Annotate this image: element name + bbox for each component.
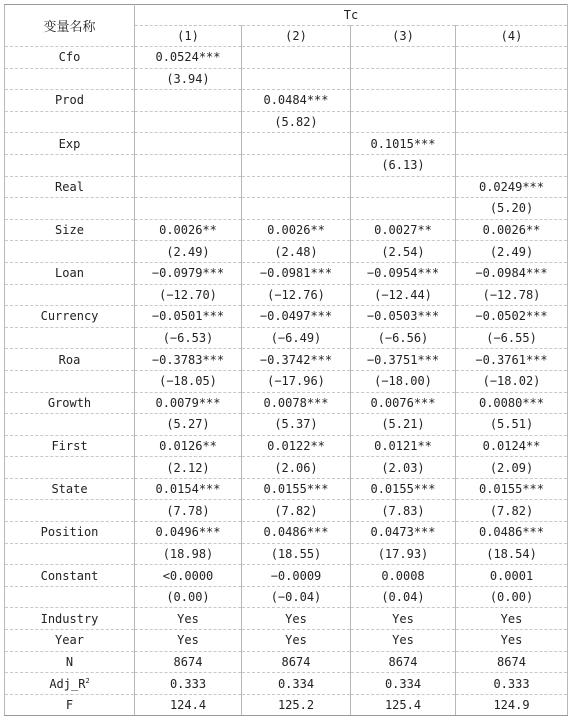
table-cell: −0.3783*** [135,349,242,371]
row-label-text: Industry [40,611,99,626]
table-cell: (5.20) [456,198,568,220]
table-cell: (−18.05) [135,370,242,392]
table-cell: Yes [351,608,456,630]
row-label-text: Size [55,223,84,238]
table-cell: (2.49) [135,241,242,263]
row-label-text: Position [40,525,99,540]
table-row [5,133,568,155]
row-label [5,47,135,69]
row-label [5,262,135,284]
row-label [5,284,135,306]
table-row [5,500,568,522]
table-row [5,457,568,479]
table-row [5,694,568,716]
row-label [5,133,135,155]
row-label [5,673,135,695]
table-cell: (18.54) [456,543,568,565]
table-cell: 0.0154*** [135,478,242,500]
table-cell: 125.2 [242,694,351,716]
table-cell: 0.0124** [456,435,568,457]
table-cell: (−18.02) [456,370,568,392]
row-label-text: Prod [55,93,84,108]
table-cell [456,68,568,90]
row-label [5,349,135,371]
table-cell [242,198,351,220]
table-cell: (5.21) [351,414,456,436]
table-row [5,651,568,673]
row-label [5,90,135,112]
table-cell: 0.0026** [456,219,568,241]
table-cell: 0.333 [135,673,242,695]
model-column-header: (4) [456,26,568,47]
table-row [5,586,568,608]
table-cell: 0.0155*** [351,478,456,500]
regression-table [4,4,568,716]
table-row [5,478,568,500]
table-cell: (18.55) [242,543,351,565]
table-cell: 125.4 [351,694,456,716]
table-cell: 0.0008 [351,565,456,587]
table-cell: 0.0078*** [242,392,351,414]
table-cell: (17.93) [351,543,456,565]
table-cell: 0.0473*** [351,522,456,544]
row-label-text: Roa [58,352,81,367]
table-cell [351,90,456,112]
table-cell [242,133,351,155]
row-label [5,198,135,220]
table-cell: −0.3742*** [242,349,351,371]
table-cell: −0.0984*** [456,262,568,284]
model-column-header: (1) [135,26,242,47]
table-cell: (2.54) [351,241,456,263]
table-cell: (−6.53) [135,327,242,349]
table-row [5,435,568,457]
row-label [5,608,135,630]
table-cell: 0.333 [456,673,568,695]
table-cell [351,176,456,198]
table-cell: Yes [351,630,456,652]
table-cell [456,133,568,155]
row-label [5,478,135,500]
row-label [5,414,135,436]
table-cell: (−17.96) [242,370,351,392]
table-cell [242,68,351,90]
table-cell: (5.37) [242,414,351,436]
table-cell: 8674 [135,651,242,673]
table-cell [242,176,351,198]
table-row [5,522,568,544]
table-row [5,68,568,90]
table-cell: −0.0497*** [242,306,351,328]
table-row [5,565,568,587]
table-row [5,262,568,284]
table-cell: 8674 [456,651,568,673]
table-cell [456,154,568,176]
table-cell: (6.13) [351,154,456,176]
table-cell: 0.0026** [242,219,351,241]
variable-name-header: 变量名称 [5,5,135,47]
row-label [5,457,135,479]
table-cell: (2.03) [351,457,456,479]
table-cell: 0.0155*** [242,478,351,500]
table-cell [135,133,242,155]
table-cell: Yes [242,630,351,652]
table-cell: Yes [135,630,242,652]
table-cell [242,47,351,69]
table-cell: −0.0954*** [351,262,456,284]
table-cell: 0.0027** [351,219,456,241]
table-cell: −0.0981*** [242,262,351,284]
header-row-dependent [5,5,568,26]
table-cell: −0.0501*** [135,306,242,328]
table-cell: (2.49) [456,241,568,263]
table-cell: 0.0079*** [135,392,242,414]
table-cell: 0.0496*** [135,522,242,544]
row-label [5,500,135,522]
table-cell [135,90,242,112]
table-cell: Yes [242,608,351,630]
row-label-text: Exp [58,136,81,151]
table-row [5,543,568,565]
table-cell: 0.0249*** [456,176,568,198]
table-cell [456,111,568,133]
table-cell: Yes [135,608,242,630]
table-cell: 0.1015*** [351,133,456,155]
table-row [5,241,568,263]
table-cell: (5.82) [242,111,351,133]
row-label-text: Constant [40,568,99,583]
table-cell: (−6.49) [242,327,351,349]
table-cell: 124.9 [456,694,568,716]
table-cell: 0.0026** [135,219,242,241]
table-row [5,349,568,371]
table-row [5,176,568,198]
row-label [5,630,135,652]
table-cell: 8674 [351,651,456,673]
table-cell: 0.0121** [351,435,456,457]
row-label [5,586,135,608]
row-label-text: Currency [40,309,99,324]
table-cell: (18.98) [135,543,242,565]
table-cell [351,198,456,220]
row-label [5,694,135,716]
row-label [5,111,135,133]
table-cell: 0.334 [242,673,351,695]
table-cell [135,198,242,220]
row-label-text: Year [55,633,84,648]
table-cell: (2.12) [135,457,242,479]
row-label [5,154,135,176]
table-cell: (0.00) [135,586,242,608]
row-label-text: Growth [47,395,92,410]
table-cell: (−12.44) [351,284,456,306]
table-cell: (−18.00) [351,370,456,392]
table-cell [351,68,456,90]
row-label [5,68,135,90]
table-row [5,111,568,133]
table-body [5,47,568,716]
table-cell: 0.0122** [242,435,351,457]
table-cell: (7.83) [351,500,456,522]
table-cell: (5.51) [456,414,568,436]
row-label-text: F [65,698,74,713]
row-label [5,522,135,544]
table-cell: <0.0000 [135,565,242,587]
table-cell: −0.0009 [242,565,351,587]
table-row [5,327,568,349]
table-cell: (2.06) [242,457,351,479]
table-cell [135,154,242,176]
table-cell: (−6.56) [351,327,456,349]
table-cell: 0.0155*** [456,478,568,500]
table-row [5,154,568,176]
table-cell: 0.0126** [135,435,242,457]
table-cell: (7.82) [242,500,351,522]
row-label-text: Cfo [58,50,81,65]
table-cell: (2.48) [242,241,351,263]
table-cell: −0.0502*** [456,306,568,328]
row-label [5,392,135,414]
table-cell: (7.82) [456,500,568,522]
row-label [5,327,135,349]
table-row [5,198,568,220]
row-label-text: Adj_R [49,676,86,691]
table-cell [456,47,568,69]
table-cell: (−12.76) [242,284,351,306]
table-row [5,392,568,414]
table-cell: 0.0484*** [242,90,351,112]
table-cell: (−6.55) [456,327,568,349]
table-row [5,306,568,328]
table-cell [135,176,242,198]
table-row [5,90,568,112]
row-label [5,565,135,587]
row-label-text: Loan [55,266,84,281]
table-cell [135,111,242,133]
row-label [5,219,135,241]
table-row [5,414,568,436]
table-cell: 0.0080*** [456,392,568,414]
table-row [5,630,568,652]
row-label-text: State [51,482,88,497]
table-cell: (7.78) [135,500,242,522]
table-cell: −0.0979*** [135,262,242,284]
row-label [5,543,135,565]
table-cell: 0.334 [351,673,456,695]
table-cell: (−12.70) [135,284,242,306]
table-cell: (0.00) [456,586,568,608]
table-cell: 0.0076*** [351,392,456,414]
table-row [5,370,568,392]
table-row [5,47,568,69]
model-column-header: (3) [351,26,456,47]
row-label [5,370,135,392]
row-label [5,651,135,673]
table-cell: (0.04) [351,586,456,608]
row-label-superscript: 2 [85,676,90,685]
row-label-text: First [51,438,88,453]
table-cell: (3.94) [135,68,242,90]
table-cell: (2.09) [456,457,568,479]
table-cell: 8674 [242,651,351,673]
table-cell: 0.0524*** [135,47,242,69]
row-label [5,435,135,457]
table-cell: Yes [456,630,568,652]
table-row [5,284,568,306]
table-cell: −0.3761*** [456,349,568,371]
table-row [5,673,568,695]
row-label-text: N [65,654,74,669]
table-cell: 0.0486*** [456,522,568,544]
table-row [5,608,568,630]
table-cell: Yes [456,608,568,630]
dependent-variable-header: Tc [135,5,568,26]
table-cell: −0.0503*** [351,306,456,328]
table-cell: 0.0486*** [242,522,351,544]
table-cell [351,111,456,133]
model-column-header: (2) [242,26,351,47]
row-label [5,241,135,263]
table-cell: (−12.78) [456,284,568,306]
table-cell: (−0.04) [242,586,351,608]
table-cell: −0.3751*** [351,349,456,371]
table-cell: 0.0001 [456,565,568,587]
row-label [5,306,135,328]
table-row [5,219,568,241]
row-label-text: Real [55,179,84,194]
table-cell [242,154,351,176]
row-label [5,176,135,198]
table-cell [351,47,456,69]
table-cell [456,90,568,112]
table-cell: (5.27) [135,414,242,436]
table-cell: 124.4 [135,694,242,716]
